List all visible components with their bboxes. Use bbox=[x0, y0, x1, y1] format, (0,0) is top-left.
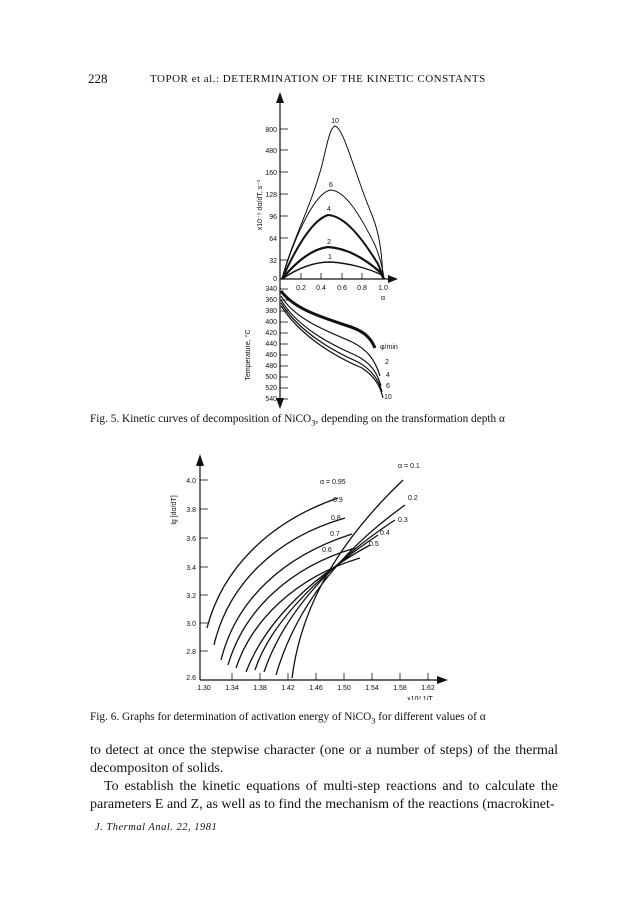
fig6-xtick: 1.54 bbox=[365, 685, 379, 692]
fig5-lower-ylabel: Temperature, °C bbox=[245, 329, 252, 381]
fig5-ytick: 800 bbox=[265, 127, 277, 134]
fig5-x-arrow bbox=[388, 275, 398, 283]
fig6-curve-label: α = 0.1 bbox=[398, 463, 420, 470]
fig6-curve-label: 0.8 bbox=[331, 515, 341, 522]
fig5-temp-tick: 460 bbox=[265, 352, 277, 359]
fig5-curve-label: 4 bbox=[327, 206, 331, 213]
fig5-xtick: 1.0 bbox=[378, 285, 388, 292]
fig6-xtick: 1.38 bbox=[253, 685, 267, 692]
page-number: 228 bbox=[88, 71, 108, 86]
fig6-caption-suffix: for different values of α bbox=[375, 711, 486, 723]
running-head: TOPOR et al.: DETERMINATION OF THE KINETIC CONSTANTS bbox=[150, 73, 486, 85]
fig6-curve-label: 0.6 bbox=[322, 547, 332, 554]
fig5-ytick: 96 bbox=[269, 214, 277, 221]
fig6-xtick: 1.46 bbox=[309, 685, 323, 692]
fig6-curve-label: 0.3 bbox=[398, 517, 408, 524]
fig6-xtick: 1.62 bbox=[421, 685, 435, 692]
fig6-curve-label: 0.4 bbox=[380, 530, 390, 537]
fig5-temp-tick: 340 bbox=[265, 286, 277, 293]
fig6-ytick: 2.8 bbox=[186, 649, 196, 656]
body-paragraph: to detect at once the stepwise character (one or a number of steps) of the thermal decompositon of solids. bbox=[90, 743, 558, 776]
fig5-curve-10 bbox=[282, 126, 383, 279]
fig5-caption bbox=[90, 412, 570, 430]
fig5-temp-label: 10 bbox=[384, 394, 392, 401]
fig6-xtick: 1.34 bbox=[225, 685, 239, 692]
fig5-temp-tick: 520 bbox=[265, 385, 277, 392]
fig5-y-arrow-down bbox=[276, 398, 284, 409]
fig5-temp-curve-main bbox=[281, 291, 375, 348]
fig5-temp-label: 4 bbox=[386, 372, 390, 379]
fig5-temp-tick: 500 bbox=[265, 374, 277, 381]
fig5-ytick: 480 bbox=[265, 148, 277, 155]
fig5-ytick: 160 bbox=[265, 170, 277, 177]
fig6-ytick: 3.2 bbox=[186, 593, 196, 600]
fig5-caption-prefix: Fig. 5. bbox=[90, 413, 120, 425]
body-text bbox=[90, 742, 558, 814]
fig5-xtick: 0.4 bbox=[316, 285, 326, 292]
fig6-ytick: 3.0 bbox=[186, 621, 196, 628]
fig6-ytick: 4.0 bbox=[186, 478, 196, 485]
fig5-caption-suffix: , depending on the transformation depth α bbox=[315, 413, 505, 425]
fig6-xlabel: x10³ 1/T bbox=[407, 696, 433, 700]
fig5-temp-label: 6 bbox=[386, 383, 390, 390]
fig5-temp-tick: 420 bbox=[265, 330, 277, 337]
fig6-curve-label: α = 0.95 bbox=[320, 479, 346, 486]
fig6-caption-text: Graphs for determination of activation energy of NiCO bbox=[122, 711, 372, 723]
fig5-xtick: 0.2 bbox=[296, 285, 306, 292]
fig5-ytick: 32 bbox=[269, 258, 277, 265]
fig6-xtick: 1.30 bbox=[197, 685, 211, 692]
fig5-temp-tick: 380 bbox=[265, 308, 277, 315]
fig6-ytick: 2.6 bbox=[186, 675, 196, 682]
fig5-curve-label: 2 bbox=[327, 239, 331, 246]
fig5-temp-tick: 440 bbox=[265, 341, 277, 348]
fig5-xtick: 0.8 bbox=[357, 285, 367, 292]
fig6-caption-sub: 3 bbox=[371, 715, 376, 726]
fig6-curve-label: 0.7 bbox=[330, 531, 340, 538]
fig5-temp-tick: 480 bbox=[265, 363, 277, 370]
fig6-curve-label: 0.5 bbox=[369, 541, 379, 548]
figure-6 bbox=[0, 440, 639, 700]
journal-footer: J. Thermal Anal. 22, 1981 bbox=[95, 822, 218, 833]
fig5-temp-tick: 400 bbox=[265, 319, 277, 326]
fig6-ytick: 3.8 bbox=[186, 507, 196, 514]
fig5-xlabel: α bbox=[380, 295, 386, 302]
body-paragraph: To establish the kinetic equations of multi-step reactions and to calculate the parameters E and Z, as well as to find the mechanism of the reactions (macrokinet- bbox=[90, 779, 558, 812]
fig5-curve-label: 6 bbox=[329, 182, 333, 189]
fig6-ytick: 3.4 bbox=[186, 565, 196, 572]
fig5-upper-ylabel: x10⁻⁵ dα/dT, s⁻¹ bbox=[257, 179, 264, 231]
fig5-ytick: 128 bbox=[265, 192, 277, 199]
fig5-xtick: 0.6 bbox=[337, 285, 347, 292]
fig6-y-arrow bbox=[196, 454, 204, 466]
fig6-curve-label: 0.9 bbox=[333, 497, 343, 504]
fig6-curve-label: 0.2 bbox=[408, 495, 418, 502]
fig5-temp-tick: 540 bbox=[265, 396, 277, 403]
fig6-line-0.5 bbox=[246, 545, 370, 672]
fig5-curve-label: 10 bbox=[331, 118, 339, 125]
fig6-xtick: 1.50 bbox=[337, 685, 351, 692]
fig6-ylabel: lg [dα/dT] bbox=[171, 495, 178, 525]
fig5-curve-2 bbox=[282, 247, 384, 279]
fig5-curve-label: 1 bbox=[328, 254, 332, 261]
figure-5 bbox=[0, 0, 639, 410]
fig5-temp-label: φ/min bbox=[380, 344, 398, 351]
fig5-ytick: 0 bbox=[273, 276, 277, 283]
fig5-temp-tick: 360 bbox=[265, 297, 277, 304]
fig6-caption-prefix: Fig. 6. bbox=[90, 711, 120, 723]
fig5-temp-curve-6 bbox=[281, 303, 382, 392]
fig6-xtick: 1.42 bbox=[281, 685, 295, 692]
fig6-xtick: 1.58 bbox=[393, 685, 407, 692]
fig5-y-arrow-up bbox=[276, 92, 284, 103]
fig6-caption bbox=[90, 710, 570, 728]
fig5-caption-text: Kinetic curves of decomposition of NiCO bbox=[122, 413, 312, 425]
fig5-caption-sub: 3 bbox=[311, 417, 316, 428]
fig5-temp-label: 2 bbox=[385, 359, 389, 366]
fig5-curve-1 bbox=[282, 262, 384, 279]
fig6-ytick: 3.6 bbox=[186, 536, 196, 543]
fig5-ytick: 64 bbox=[269, 236, 277, 243]
fig6-x-arrow bbox=[437, 676, 448, 684]
